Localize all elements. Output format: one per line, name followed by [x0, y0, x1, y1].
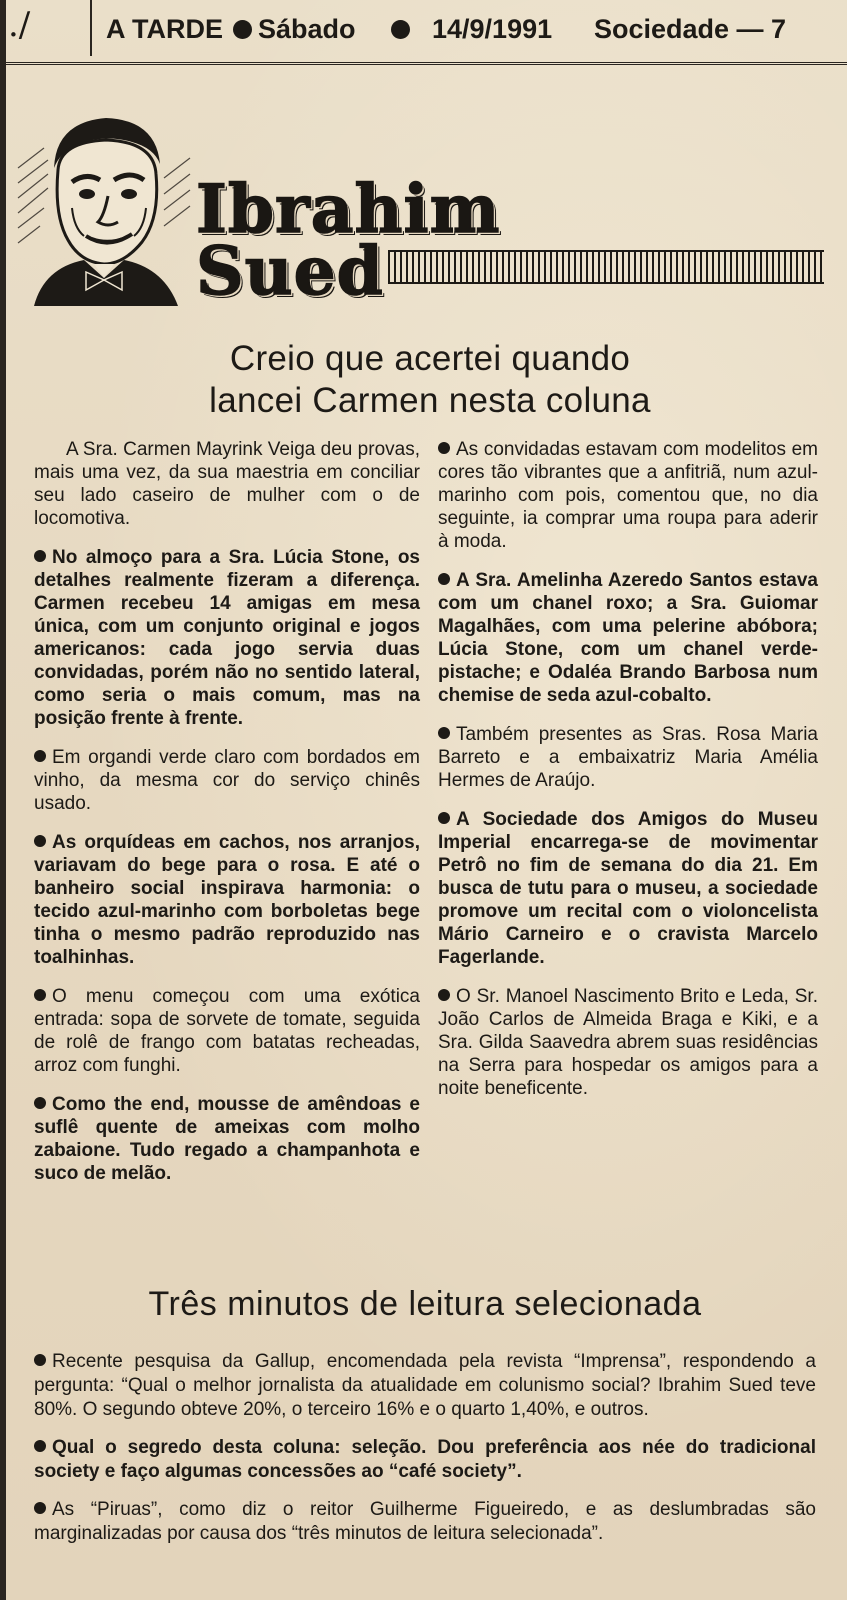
headline-line-1: Creio que acertei quando: [229, 339, 631, 378]
article-paragraph: O menu começou com uma exótica entrada: sopa de sorvete de tomate, seguida de rolê de frango com batatas recheadas, arroz com funghi.: [34, 986, 420, 1076]
page-header: [0, 0, 847, 65]
left-column: [34, 438, 420, 1201]
section-paragraph: Recente pesquisa da Gallup, encomendada pela revista “Imprensa”, respondendo a pergunta: “Qual o melhor jornalista da atualidade em colunismo social? Ibrahim Sued teve 80%. O segundo obteve 20%, o terceiro 16% e o quarto 1,40%, e outros.: [34, 1351, 816, 1420]
header-day: Sábado: [258, 14, 356, 44]
article-paragraph: As convidadas estavam com modelitos em cores tão vibrantes que a anfitriã, num azul-marinho com pois, comentou que, no dia seguinte, ia comprar uma roupa para aderir à moda.: [438, 439, 818, 552]
section-body: [34, 1350, 816, 1560]
header-section: Sociedade — 7: [594, 14, 787, 44]
section-title: Três minutos de leitura selecionada: [148, 1285, 702, 1323]
article-paragraph: Como the end, mousse de amêndoas e suflê quente de ameixas com molho zabaione. Tudo regado a champanhota e suco de melão.: [34, 1094, 420, 1184]
header-bullet-icon: [391, 20, 410, 39]
article-paragraph: No almoço para a Sra. Lúcia Stone, os detalhes realmente fizeram a diferença. Carmen recebeu 14 amigas em mesa única, com um conjunto original e jogos americanos: cada jogo servia duas convidadas, porém não no sentido lateral, como seria o mais comum, mas na posição frente à frente.: [34, 547, 420, 729]
columnist-portrait: [14, 108, 192, 306]
headline-line-2: lancei Carmen nesta coluna: [209, 381, 651, 420]
title-rule: [388, 250, 824, 284]
article-paragraph: As orquídeas em cachos, nos arranjos, variavam do bege para o rosa. E até o banheiro social inspirava harmonia: o tecido azul-marinho com borboletas bege tinha o mesmo padrão reproduzido nas toalhinhas.: [34, 832, 420, 968]
right-column: [438, 438, 818, 1116]
section-paragraph: As “Piruas”, como diz o reitor Guilherme Figueiredo, e as deslumbradas são marginalizadas por causa dos “três minutos de leitura selecionada”.: [34, 1499, 816, 1544]
article-paragraph: O Sr. Manoel Nascimento Brito e Leda, Sr. João Carlos de Almeida Braga e Kiki, e a Sra. Gilda Saavedra abrem suas residências na Serra para hospedar os amigos para a noite beneficente.: [438, 986, 818, 1099]
article-paragraph: A Sra. Amelinha Azeredo Santos estava com um chanel roxo; a Sra. Guiomar Magalhães, com uma pelerine abóbora; Lúcia Stone, com um chanel verde-pistache; e Odaléa Brando Barbosa num chemise de seda azul-cobalto.: [438, 570, 818, 706]
column-title-first: Ibrahim: [196, 170, 501, 248]
section-paragraph: Qual o segredo desta coluna: seleção. Dou preferência aos née do tradicional society e faço algumas concessões ao “café society”.: [34, 1437, 816, 1482]
column-title-last: Sued: [196, 232, 384, 310]
corner-mark: ./: [8, 5, 31, 45]
header-bullet-icon: [233, 20, 252, 39]
newspaper-name: A TARDE: [106, 14, 223, 44]
article-paragraph: A Sociedade dos Amigos do Museu Imperial encarrega-se de movimentar Petrô no fim de semana do dia 21. Em busca de tutu para o museu, a sociedade promove um recital com o violoncelista Mário Carneiro e o cravista Marcelo Fagerlande.: [438, 809, 818, 968]
header-divider: [90, 0, 92, 56]
page-edge: [0, 0, 6, 1600]
article-paragraph: A Sra. Carmen Mayrink Veiga deu provas, mais uma vez, da sua maestria em conciliar seu lado caseiro de mulher com o de locomotiva.: [34, 439, 420, 529]
article-paragraph: Também presentes as Sras. Rosa Maria Barreto e a embaixatriz Maria Amélia Hermes de Araújo.: [438, 724, 818, 791]
article-paragraph: Em organdi verde claro com bordados em vinho, da mesma cor do serviço chinês usado.: [34, 747, 420, 814]
header-date: 14/9/1991: [432, 14, 553, 44]
